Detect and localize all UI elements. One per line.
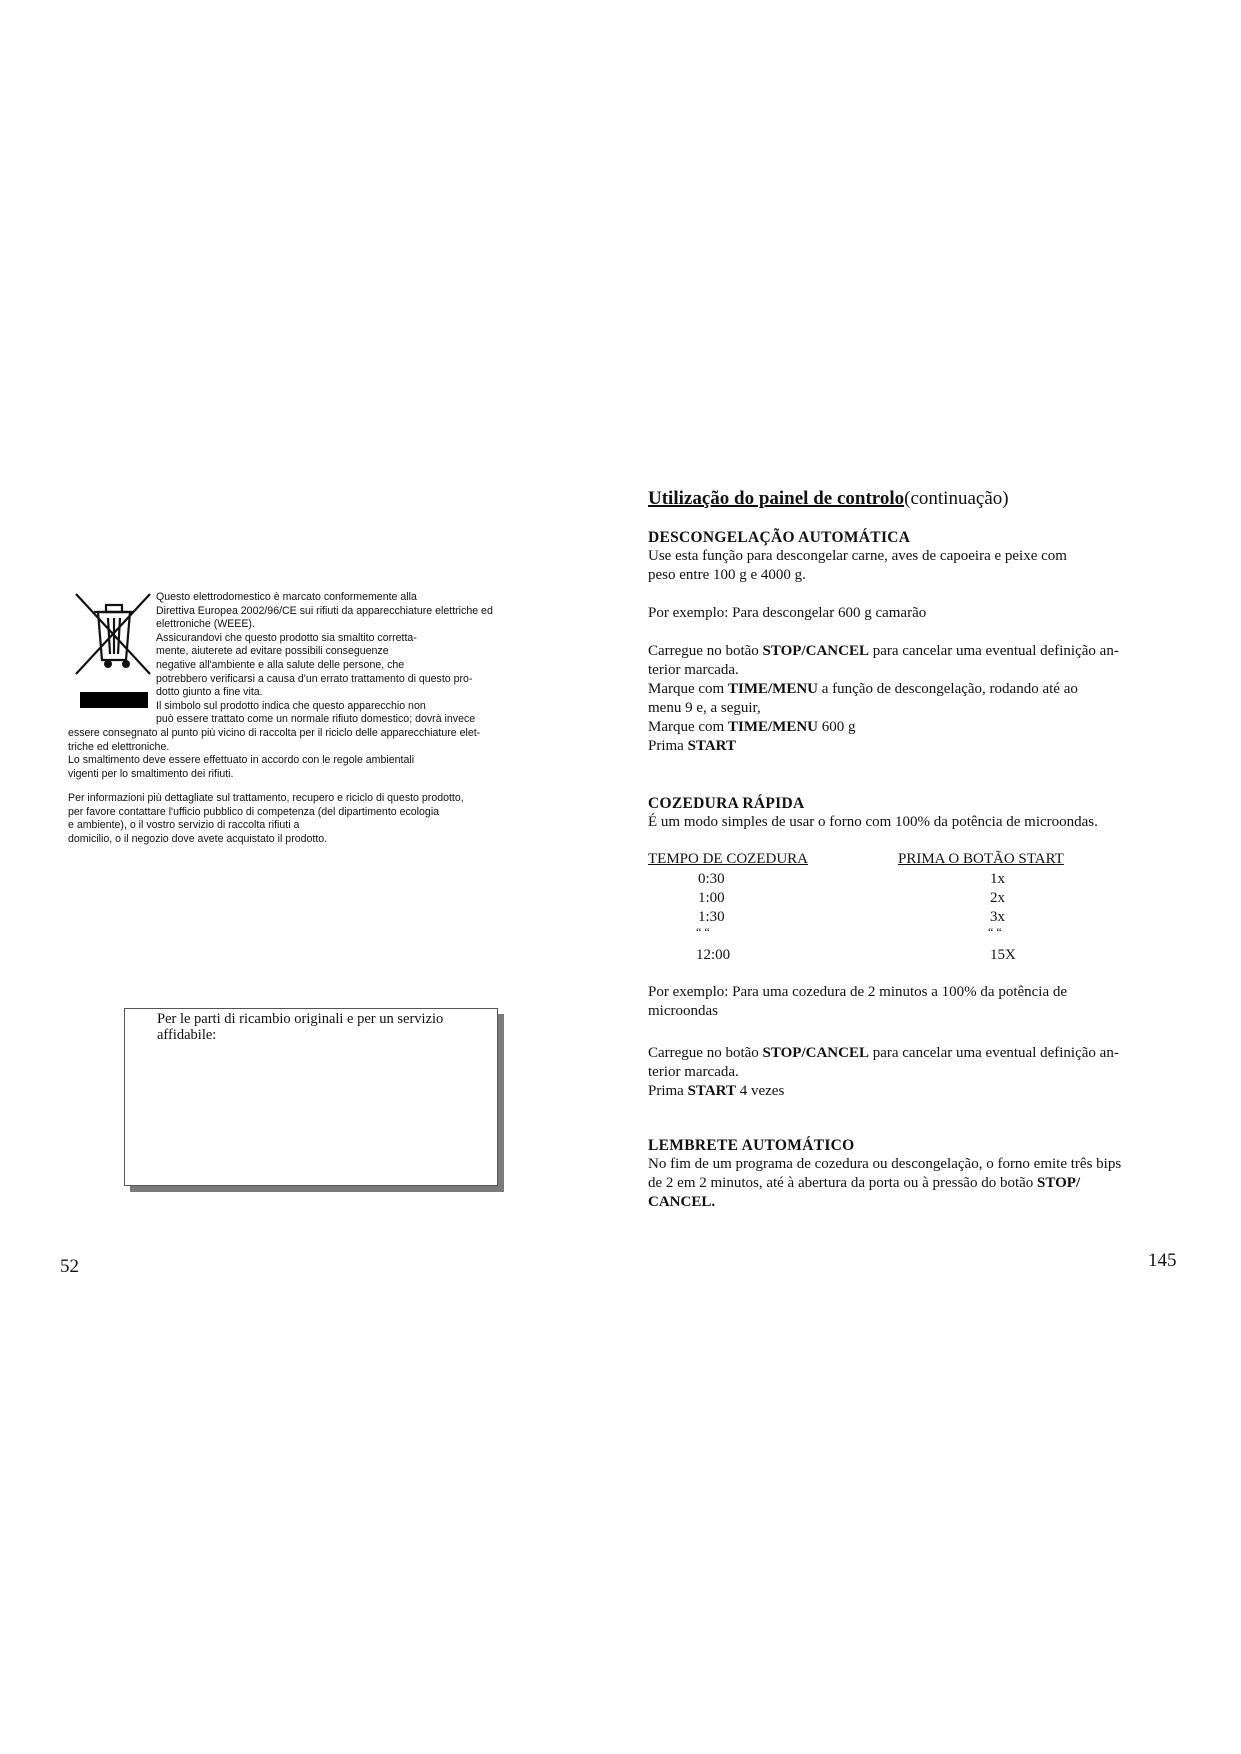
table-row: 0:30 bbox=[698, 871, 725, 887]
step-line: Marque com TIME/MENU 600 g bbox=[648, 719, 856, 735]
title-main: Utilização do painel de controlo bbox=[648, 488, 905, 509]
weee-line: Lo smaltimento deve essere effettuato in accordo con le regole ambientali bbox=[68, 754, 415, 767]
step-line: Carregue no botão STOP/CANCEL para cancelar uma eventual definição an- bbox=[648, 643, 1119, 659]
weee-line: Direttiva Europea 2002/96/CE sui rifiuti da apparecchiature elettriche ed bbox=[156, 604, 493, 617]
table-row: 15X bbox=[990, 947, 1016, 963]
defrost-desc: Use esta função para descongelar carne, aves de capoeira e peixe com bbox=[648, 548, 1067, 564]
weee-line: negative all'ambiente e alla salute delle persone, che bbox=[156, 658, 405, 671]
page-number-left: 52 bbox=[60, 1256, 79, 1277]
table-row: 1x bbox=[990, 871, 1005, 887]
spare-parts-box bbox=[124, 1008, 498, 1186]
crossed-bin-icon bbox=[72, 590, 154, 680]
info-line: Per informazioni più dettagliate sul trattamento, recupero e riciclo di questo prodotto, bbox=[68, 792, 464, 804]
reminder-line: No fim de um programa de cozedura ou descongelação, o forno emite três bips bbox=[648, 1156, 1122, 1172]
step-line: terior marcada. bbox=[648, 1064, 739, 1080]
page-title bbox=[648, 488, 1009, 510]
quick-example: Por exemplo: Para uma cozedura de 2 minutos a 100% da potência de microondas bbox=[648, 984, 1068, 1019]
weee-line: può essere trattato come un normale rifiuto domestico; dovrà invece bbox=[156, 713, 476, 726]
quick-heading: COZEDURA RÁPIDA bbox=[648, 795, 805, 812]
weee-notice-full bbox=[68, 727, 528, 781]
weee-line: Questo elettrodomestico è marcato conformemente alla bbox=[156, 591, 417, 603]
step-line: menu 9 e, a seguir, bbox=[648, 700, 761, 716]
weee-notice-indented bbox=[156, 591, 528, 727]
box-line: Per le parti di ricambio originali e per un servizio bbox=[157, 1011, 444, 1027]
info-line: per favore contattare l'ufficio pubblico di competenza (del dipartimento ecologia bbox=[68, 805, 440, 818]
reminder-line: CANCEL. bbox=[648, 1194, 716, 1210]
quick-steps bbox=[648, 1044, 1119, 1101]
page-number-right: 145 bbox=[1148, 1250, 1177, 1271]
weee-line: potrebbero verificarsi a causa d'un errato trattamento di questo pro- bbox=[156, 672, 473, 685]
table-row: 1:30 bbox=[698, 909, 725, 925]
reminder-heading: LEMBRETE AUTOMÁTICO bbox=[648, 1137, 855, 1154]
info-line: domicilio, o il negozio dove avete acquistato il prodotto. bbox=[68, 832, 328, 845]
defrost-heading: DESCONGELAÇÃO AUTOMÁTICA bbox=[648, 529, 911, 546]
weee-line: essere consegnato al punto più vicino di raccolta per il riciclo delle apparecchiature elet- bbox=[68, 727, 481, 739]
table-row: 2x bbox=[990, 890, 1005, 906]
table-row: “ “ bbox=[696, 925, 710, 939]
info-line: e ambiente), o il vostro servizio di raccolta rifiuti a bbox=[68, 819, 300, 832]
reminder-line: de 2 em 2 minutos, até à abertura da porta ou à pressão do botão STOP/ bbox=[648, 1175, 1081, 1191]
defrost-section bbox=[648, 528, 1067, 585]
defrost-example: Por exemplo: Para descongelar 600 g camarão bbox=[648, 605, 927, 621]
weee-line: mente, aiuterete ad evitare possibili conseguenze bbox=[156, 645, 389, 658]
box-line: affidabile: bbox=[157, 1027, 217, 1043]
reminder-section bbox=[648, 1136, 1121, 1212]
step-line: Carregue no botão STOP/CANCEL para cancelar uma eventual definição an- bbox=[648, 1045, 1119, 1061]
step-line: Prima START 4 vezes bbox=[648, 1083, 785, 1099]
weee-line: vigenti per lo smaltimento dei rifiuti. bbox=[68, 767, 234, 780]
weee-line: Il simbolo sul prodotto indica che questo apparecchio non bbox=[156, 699, 426, 712]
defrost-steps bbox=[648, 642, 1119, 756]
weee-black-bar bbox=[80, 692, 148, 708]
weee-line: triche ed elettroniche. bbox=[68, 740, 170, 753]
quick-table-header-presses: PRIMA O BOTÃO START bbox=[898, 851, 1064, 867]
step-line: Marque com TIME/MENU a função de descongelação, rodando até ao bbox=[648, 681, 1078, 697]
weee-line: Assicurandovi che questo prodotto sia smaltito corretta- bbox=[156, 631, 417, 644]
table-row: “ “ bbox=[988, 925, 1002, 939]
title-suffix: (continuação) bbox=[904, 488, 1009, 509]
weee-line: elettroniche (WEEE). bbox=[156, 618, 255, 631]
table-row: 3x bbox=[990, 909, 1005, 925]
quick-table-header-time: TEMPO DE COZEDURA bbox=[648, 851, 808, 867]
quick-section bbox=[648, 794, 1098, 832]
info-paragraph bbox=[68, 792, 528, 846]
step-line: Prima START bbox=[648, 738, 736, 754]
table-row: 1:00 bbox=[698, 890, 725, 906]
step-line: terior marcada. bbox=[648, 662, 739, 678]
quick-desc: É um modo simples de usar o forno com 100% da potência de microondas. bbox=[648, 814, 1098, 830]
defrost-desc: peso entre 100 g e 4000 g. bbox=[648, 567, 806, 583]
weee-line: dotto giunto a fine vita. bbox=[156, 686, 263, 699]
table-row: 12:00 bbox=[696, 947, 731, 963]
